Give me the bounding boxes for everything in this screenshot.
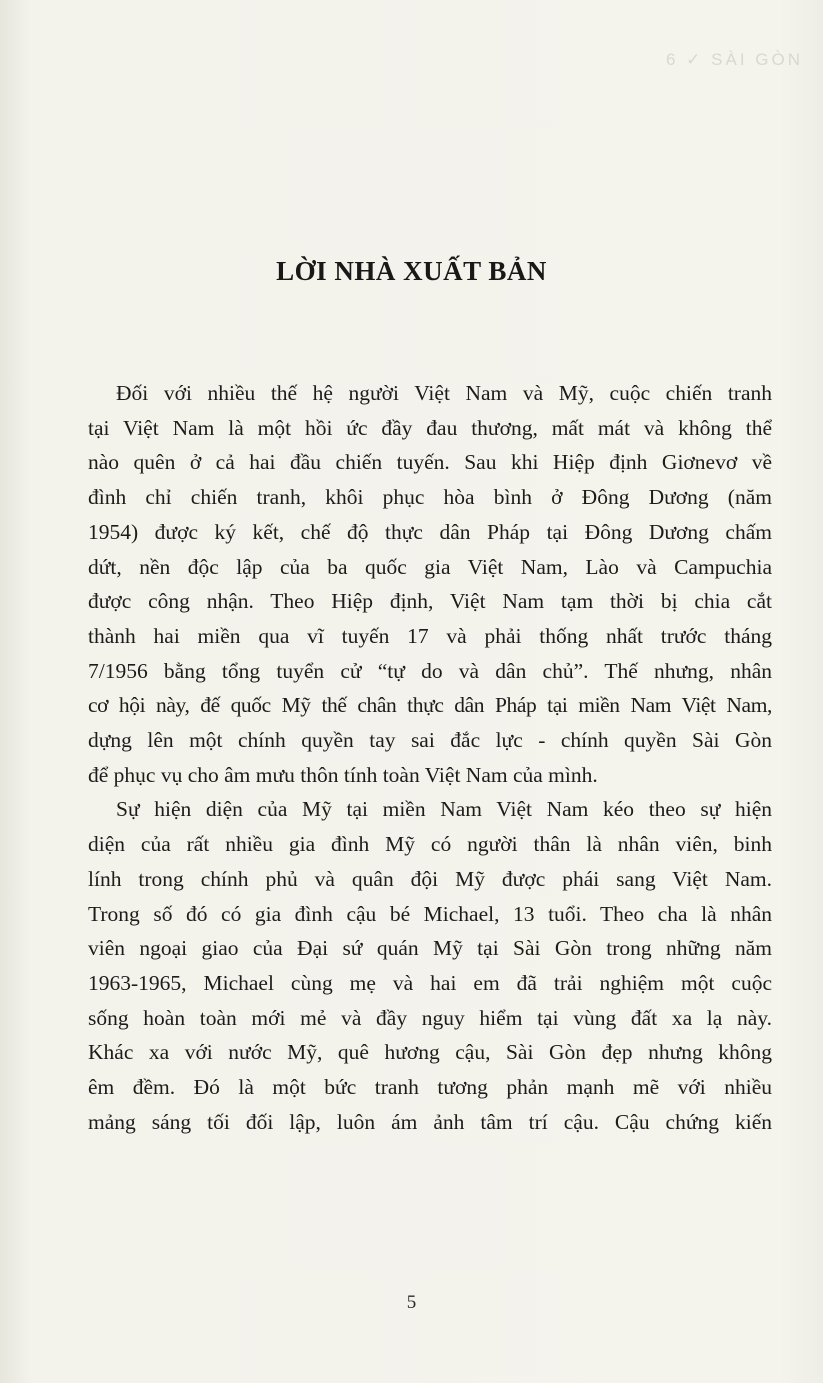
text-line: dựng lên một chính quyền tay sai đắc lực - chính quyền Sài Gòn (88, 728, 772, 753)
text-line: cơ hội này, đế quốc Mỹ thế chân thực dân Pháp tại miền Nam Việt Nam, (88, 693, 772, 718)
text-line: Trong số đó có gia đình cậu bé Michael, 13 tuổi. Theo cha là nhân (88, 901, 772, 926)
page-title: LỜI NHÀ XUẤT BẢN (276, 256, 547, 286)
text-line: nào quên ở cả hai đầu chiến tuyến. Sau khi Hiệp định Giơnevơ về (88, 450, 772, 475)
paragraph-2 (88, 792, 772, 1139)
text-line: 1954) được ký kết, chế độ thực dân Pháp tại Đông Dương chấm (88, 519, 772, 544)
text-line: diện của rất nhiều gia đình Mỹ có người thân là nhân viên, binh (88, 832, 772, 857)
paragraph-1 (88, 376, 772, 792)
text-line: lính trong chính phủ và quân đội Mỹ được phái sang Việt Nam. (88, 866, 772, 891)
text-line: Khác xa với nước Mỹ, quê hương cậu, Sài Gòn đẹp nhưng không (88, 1040, 772, 1065)
text-line: được công nhận. Theo Hiệp định, Việt Nam tạm thời bị chia cắt (88, 589, 772, 614)
text-line: êm đềm. Đó là một bức tranh tương phản mạnh mẽ với nhiều (88, 1075, 772, 1100)
text-line: sống hoàn toàn mới mẻ và đầy nguy hiểm tại vùng đất xa lạ này. (88, 1005, 772, 1030)
text-line: Sự hiện diện của Mỹ tại miền Nam Việt Nam kéo theo sự hiện (116, 797, 772, 822)
text-line: 1963-1965, Michael cùng mẹ và hai em đã trải nghiệm một cuộc (88, 970, 772, 995)
text-line: Đối với nhiều thế hệ người Việt Nam và Mỹ, cuộc chiến tranh (116, 381, 772, 405)
bleed-through-header: 6 ✓ SÀI GÒN (666, 50, 803, 69)
text-line: để phục vụ cho âm mưu thôn tính toàn Việt Nam của mình. (88, 762, 598, 787)
text-line: viên ngoại giao của Đại sứ quán Mỹ tại Sài Gòn trong những năm (88, 936, 772, 961)
text-line: tại Việt Nam là một hồi ức đầy đau thương, mất mát và không thể (88, 415, 772, 440)
text-line: mảng sáng tối đối lập, luôn ám ảnh tâm trí cậu. Cậu chứng kiến (88, 1109, 772, 1134)
text-line: 7/1956 bằng tổng tuyển cử “tự do và dân chủ”. Thế nhưng, nhân (88, 658, 772, 683)
text-line: thành hai miền qua vĩ tuyến 17 và phải thống nhất trước tháng (88, 623, 772, 648)
text-line: dứt, nền độc lập của ba quốc gia Việt Nam, Lào và Campuchia (88, 554, 772, 579)
text-line: đình chỉ chiến tranh, khôi phục hòa bình ở Đông Dương (năm (88, 485, 772, 510)
body-text (88, 376, 772, 1139)
page-number: 5 (406, 1292, 417, 1313)
